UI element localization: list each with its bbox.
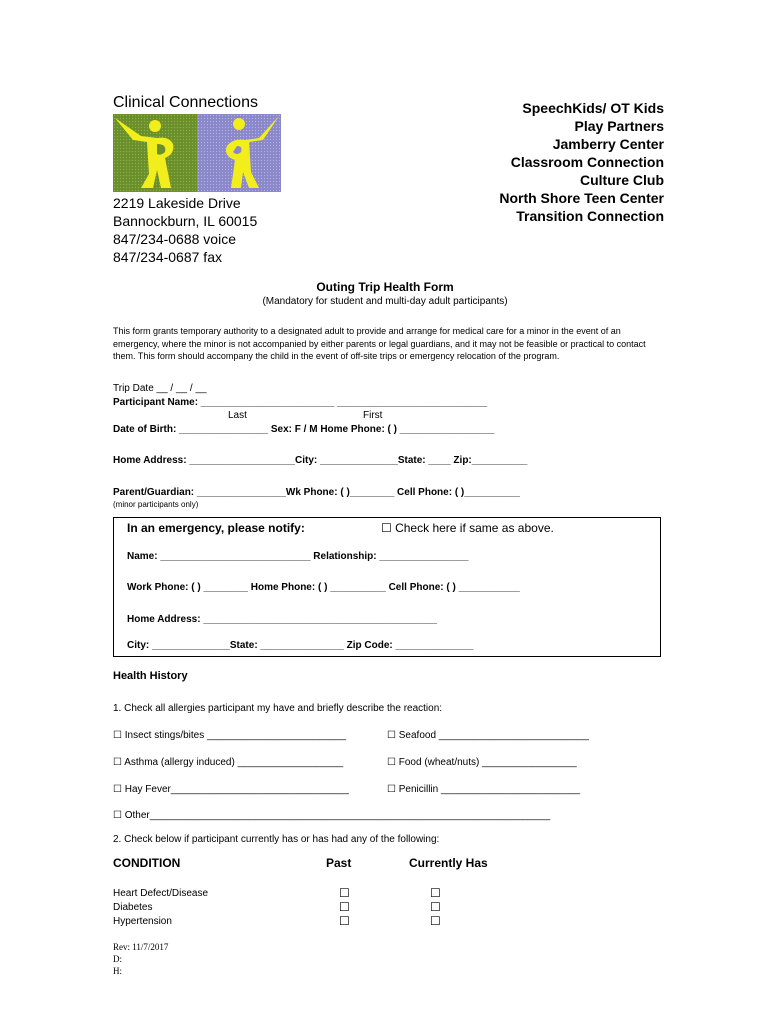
form-title: Outing Trip Health Form [316,280,454,294]
clinical-connections-logo [113,114,281,192]
address-line-2: Bannockburn, IL 60015 [113,213,258,229]
emergency-name-field[interactable]: Name: ___________________________ Relationship: ________________ [127,551,469,562]
allergies-question: 1. Check all allergies participant my have and briefly describe the reaction: [113,703,443,714]
intro-paragraph: This form grants temporary authority to a designated adult to provide and arrange for medical care for a minor in the event of an emergency, where the minor is not accompanied by either parents or legal guardians, and it may not be feasible or practical to contact them. This form should accompany the child in the event of off-site trips or emergency relocation of the program. [113,326,646,361]
emergency-city-field[interactable]: City: ______________State: _______________ Zip Code: ______________ [127,640,474,651]
allergy-penicillin-checkbox[interactable]: ☐ Penicillin _________________________ [387,784,581,795]
program-name: North Shore Teen Center [499,190,664,206]
allergy-hay-fever-checkbox[interactable]: ☐ Hay Fever________________________________ [113,784,349,795]
emergency-title: In an emergency, please notify: [127,521,305,535]
program-name: Play Partners [574,118,664,134]
allergy-other-checkbox[interactable]: ☐ Other________________________________________________________________________ [113,810,551,821]
past-column-header: Past [326,856,352,870]
emergency-phone-field[interactable]: Work Phone: ( ) ________ Home Phone: ( ) __________ Cell Phone: ( ) ___________ [127,582,520,593]
currently-has-column-header: Currently Has [409,856,488,870]
fax-number: 847/234-0687 fax [113,249,222,265]
current-checkbox[interactable]: ☐ [430,886,441,900]
minor-note: (minor participants only) [113,500,199,509]
program-name: Transition Connection [516,208,664,224]
program-name: SpeechKids/ OT Kids [522,100,664,116]
program-name: Jamberry Center [552,136,664,152]
emergency-address-field[interactable]: Home Address: __________________________________________ [127,614,437,625]
condition-diabetes: Diabetes [113,902,153,913]
address-line-1: 2219 Lakeside Drive [113,195,241,211]
health-history-heading: Health History [113,670,188,682]
allergy-asthma-checkbox[interactable]: ☐ Asthma (allergy induced) ___________________ [113,757,344,768]
same-as-above-checkbox[interactable]: ☐ Check here if same as above. [381,521,554,535]
allergy-food-checkbox[interactable]: ☐ Food (wheat/nuts) _________________ [387,757,577,768]
revision-date: Rev: 11/7/2017 [113,942,169,952]
trip-date-field[interactable]: Trip Date __ / __ / __ [113,383,207,394]
form-subtitle: (Mandatory for student and multi-day adult participants) [262,296,508,307]
home-address-field[interactable]: Home Address: ___________________City: ______________State: ____ Zip:__________ [113,455,528,466]
dob-sex-phone-field[interactable]: Date of Birth: ________________ Sex: F / M Home Phone: ( ) _________________ [113,424,495,435]
org-name: Clinical Connections [113,94,258,111]
last-name-label: Last [228,410,247,421]
footer-h-label: H: [113,966,122,976]
past-checkbox[interactable]: ☐ [339,914,350,928]
participant-name-field[interactable]: Participant Name: ________________________ ___________________________ [113,397,488,408]
parent-guardian-field[interactable]: Parent/Guardian: ________________Wk Phone: ( )________ Cell Phone: ( )__________ [113,487,520,498]
footer-d-label: D: [113,954,122,964]
allergy-insect-checkbox[interactable]: ☐ Insect stings/bites _________________________ [113,730,347,741]
program-name: Classroom Connection [510,154,664,170]
past-checkbox[interactable]: ☐ [339,886,350,900]
voice-phone: 847/234-0688 voice [113,231,236,247]
past-checkbox[interactable]: ☐ [339,900,350,914]
program-name: Culture Club [580,172,664,188]
current-checkbox[interactable]: ☐ [430,914,441,928]
current-checkbox[interactable]: ☐ [430,900,441,914]
first-name-label: First [363,410,383,421]
allergy-seafood-checkbox[interactable]: ☐ Seafood ___________________________ [387,730,589,741]
conditions-question: 2. Check below if participant currently has or has had any of the following: [113,834,440,845]
condition-hypertension: Hypertension [113,916,172,927]
condition-heart-defect: Heart Defect/Disease [113,888,209,899]
condition-column-header: CONDITION [113,856,181,870]
